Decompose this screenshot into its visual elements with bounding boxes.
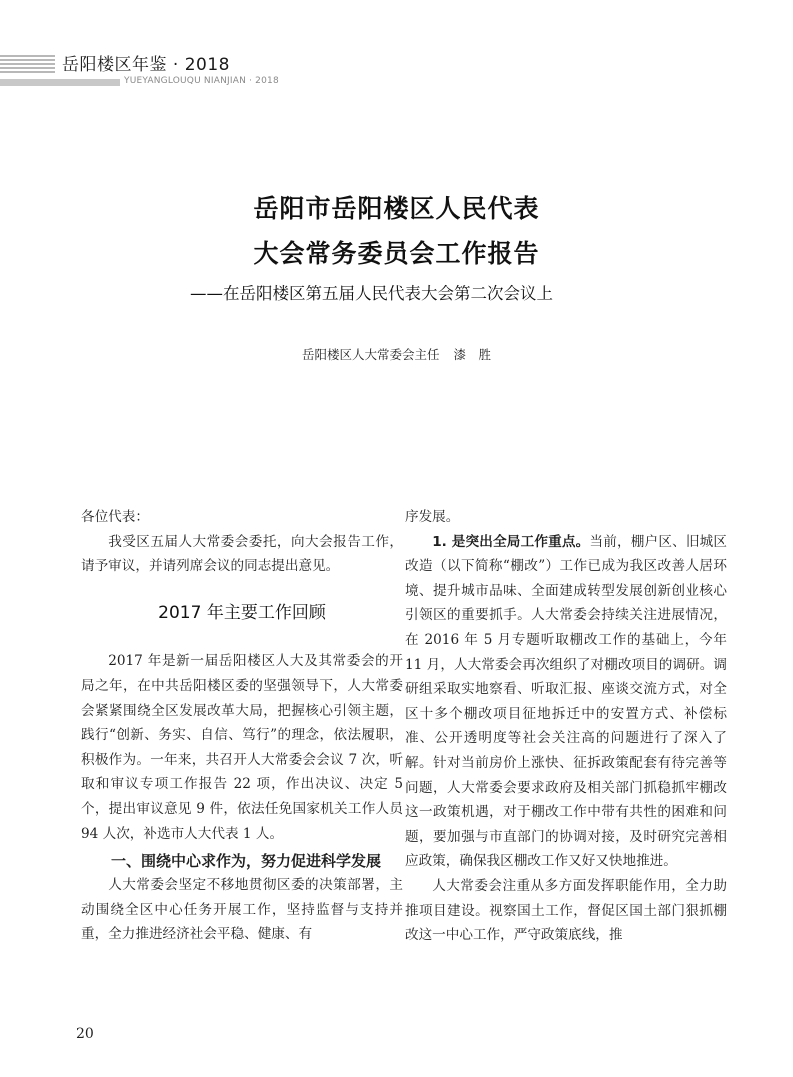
page-number: 20 — [76, 1026, 94, 1042]
right-column — [405, 505, 727, 948]
section-heading: 2017 年主要工作回顾 — [158, 602, 326, 623]
article-title-line-2: 大会常务委员会工作报告 — [253, 239, 540, 268]
author-role: 岳阳楼区人大常委会主任 — [301, 347, 440, 362]
salutation: 各位代表： — [81, 509, 149, 525]
item-1-lead: 1. 是突出全局工作重点。 — [432, 533, 590, 550]
subsection-heading: 一、围绕中心求作为，努力促进科学发展 — [111, 852, 382, 871]
item-1-body: 当前，棚户区、旧城区改造（以下简称“棚改”）工作已成为我区改善人居环境、提升城市品味、全面建成转型发展创新创业核心引领区的重要抓手。人大常委会持续关注进展情况，在 2016 年 5 月专题听取棚改工作的基础上，今年 11 月，人大常委会再次组织了对棚改项目的调研。调研组采取实地察看、听取汇报、座谈交流方式，对全区十多个棚改项目征地拆迁中的安置方式、补偿标准、公开透明度等社会关注高的问题进行了深入了解。针对当前房价上涨快、征拆政策配套有待完善等问题，人大常委会要求政府及相关部门抓稳抓牢棚改这一政策机遇，对于棚改工作中带有共性的困难和问题，要加强与市直部门的协调对接，及时研究完善相应政策，确保我区棚改工作又好又快地推进。 — [405, 533, 728, 870]
continuation-text: 序发展。 — [405, 509, 460, 525]
running-subtitle: YUEYANGLOUQU NIANJIAN · 2018 — [124, 76, 279, 86]
article-title-line-1: 岳阳市岳阳楼区人民代表 — [253, 194, 540, 223]
author-name: 漆 胜 — [453, 347, 492, 362]
left-column — [81, 505, 403, 947]
item-1-paragraph — [405, 530, 727, 874]
article-subtitle: ——在岳阳楼区第五届人民代表大会第二次会议上 — [190, 284, 553, 303]
header-stripes-decoration — [0, 55, 55, 72]
paragraph-2: 人大常委会注重从多方面发挥职能作用，全力助推项目建设。视察国土工作，督促区国土部门狠抓棚改这一中心工作，严守政策底线，推 — [405, 877, 727, 944]
header-bar-decoration — [0, 79, 120, 86]
author-line — [0, 345, 793, 363]
intro-paragraph: 我受区五届人大常委会委托，向大会报告工作，请予审议，并请列席会议的同志提出意见。 — [81, 533, 403, 575]
running-title: 岳阳楼区年鉴 · 2018 — [62, 55, 230, 75]
subsection-paragraph: 人大常委会坚定不移地贯彻区委的决策部署，主动围绕全区中心任务开展工作，坚持监督与支持并重，全力推进经济社会平稳、健康、有 — [81, 877, 403, 943]
review-paragraph: 2017 年是新一届岳阳楼区人大及其常委会的开局之年，在中共岳阳楼区委的坚强领导下，人大常委会紧紧围绕全区发展改革大局，把握核心引领主题，践行“创新、务实、自信、笃行”的理念，依法履职，积极作为。一年来，共召开人大常委会会议 7 次，听取和审议专项工作报告 22 项，作出决议、决定 5 个，提出审议意见 9 件，依法任免国家机关工作人员 94 人次，补选市人大代表 1 人。 — [81, 653, 403, 842]
